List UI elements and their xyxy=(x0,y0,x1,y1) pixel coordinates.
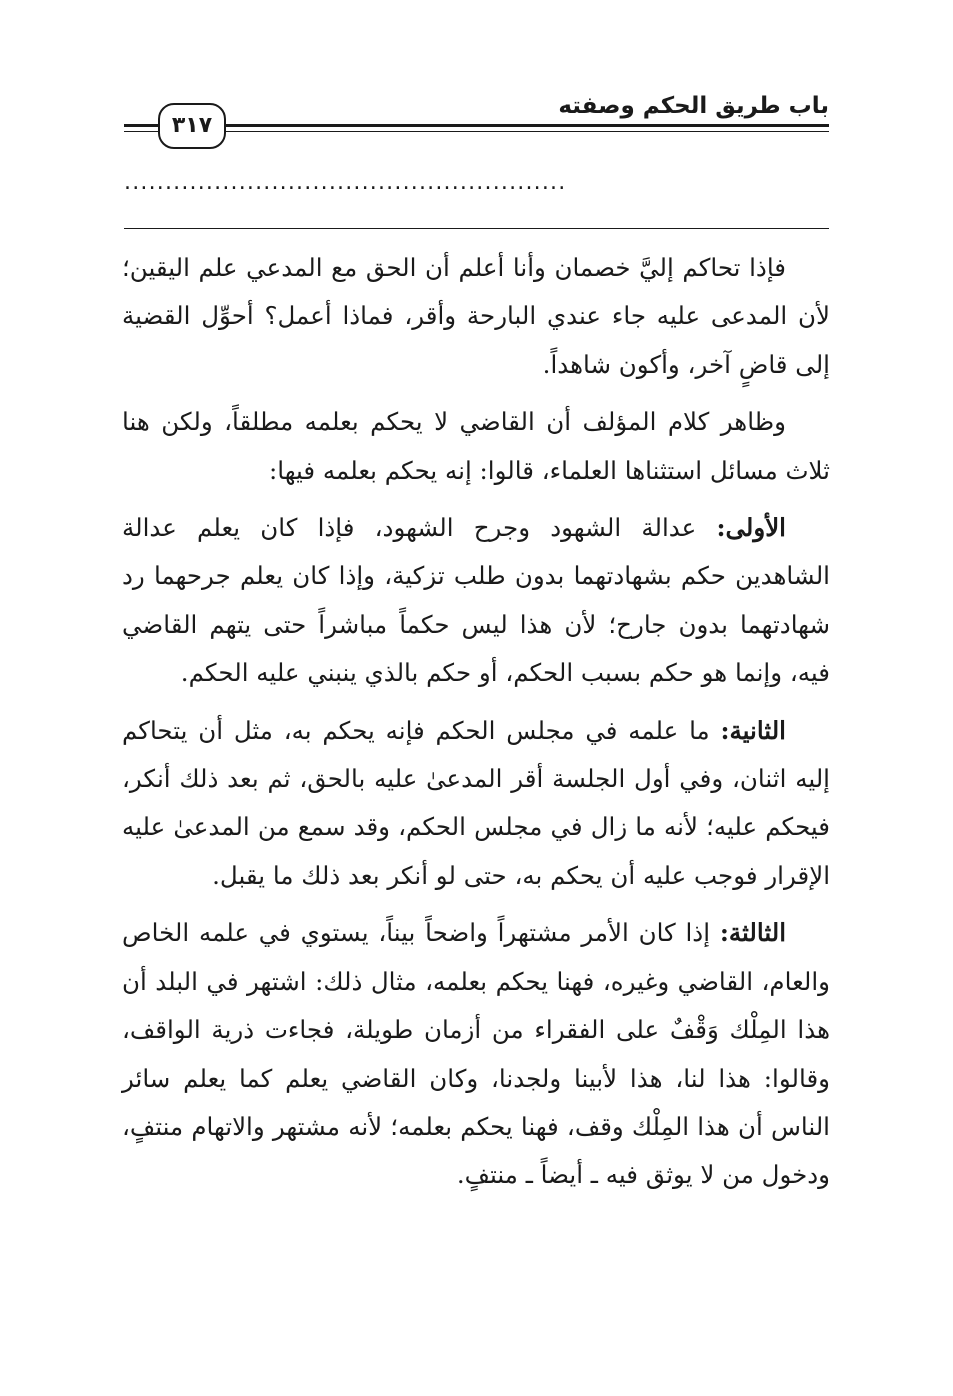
footnote-continuation-dots: ...................................................... xyxy=(124,170,567,195)
paragraph-second-case xyxy=(122,707,830,901)
header-rule-right xyxy=(226,124,829,132)
case-heading-second: الثانية: xyxy=(720,715,786,745)
header-rule-left xyxy=(124,124,158,132)
paragraph-text: ما علمه في مجلس الحكم فإنه يحكم به، مثل أن يتحاكم إليه اثنان، وفي أول الجلسة أقر المدعىٰ عليه بالحق، ثم بعد ذلك أنكر، فيحكم عليه؛ لأنه ما زال في مجلس الحكم، وقد سمع من المدعىٰ عليه الإقرار فوجب عليه أن يحكم به، حتى لو أنكر بعد ذلك ما يقبل. xyxy=(122,715,830,890)
main-text xyxy=(122,244,830,1209)
paragraph-text: وظاهر كلام المؤلف أن القاضي لا يحكم بعلمه مطلقاً، ولكن هنا ثلاث مسائل استثناها العلماء، قالوا: إنه يحكم بعلمه فيها: xyxy=(122,407,830,485)
paragraph-first-case xyxy=(122,504,830,698)
separator-line xyxy=(124,228,829,229)
paragraph-text: إذا كان الأمر مشتهراً واضحاً بيناً، يستوي في علمه الخاص والعام، القاضي وغيره، فهنا يحكم بعلمه، مثال ذلك: اشتهر في البلد أن هذا المِلْك وَقْفٌ على الفقراء من أزمان طويلة، فجاءت ذرية الواقف، وقالوا: هذا لنا، هذا لأبينا ولجدنا، وكان القاضي يعلم كما يعلم سائر الناس أن هذا المِلْك وقف، فهنا يحكم بعلمه؛ لأنه مشتهر والاتهام منتفٍ، ودخول من لا يوثق فيه ـ أيضاً ـ منتفٍ. xyxy=(122,918,830,1190)
case-heading-third: الثالثة: xyxy=(719,918,786,948)
running-header-title: باب طريق الحكم وصفته xyxy=(558,93,829,119)
page-number: ٣١٧ xyxy=(158,103,226,149)
case-heading-first: الأولى: xyxy=(716,513,786,543)
paragraph-2 xyxy=(122,398,830,495)
paragraph-text: فإذا تحاكم إليَّ خصمان وأنا أعلم أن الحق مع المدعي علم اليقين؛ لأن المدعى عليه جاء عندي البارحة وأقر، فماذا أعمل؟ أحوِّل القضية إلى قاضٍ آخر، وأكون شاهداً. xyxy=(122,253,830,379)
paragraph-third-case xyxy=(122,909,830,1199)
paragraph-text: عدالة الشهود وجرح الشهود، فإذا كان يعلم عدالة الشاهدين حكم بشهادتهما بدون طلب تزكية، وإذا كان يعلم جرحهما رد شهادتهما بدون جارح؛ لأن هذا ليس حكماً مباشراً حتى يتهم القاضي فيه، وإنما هو حكم بسبب الحكم، أو حكم بالذي ينبني عليه الحكم. xyxy=(122,513,830,688)
paragraph-1 xyxy=(122,244,830,389)
